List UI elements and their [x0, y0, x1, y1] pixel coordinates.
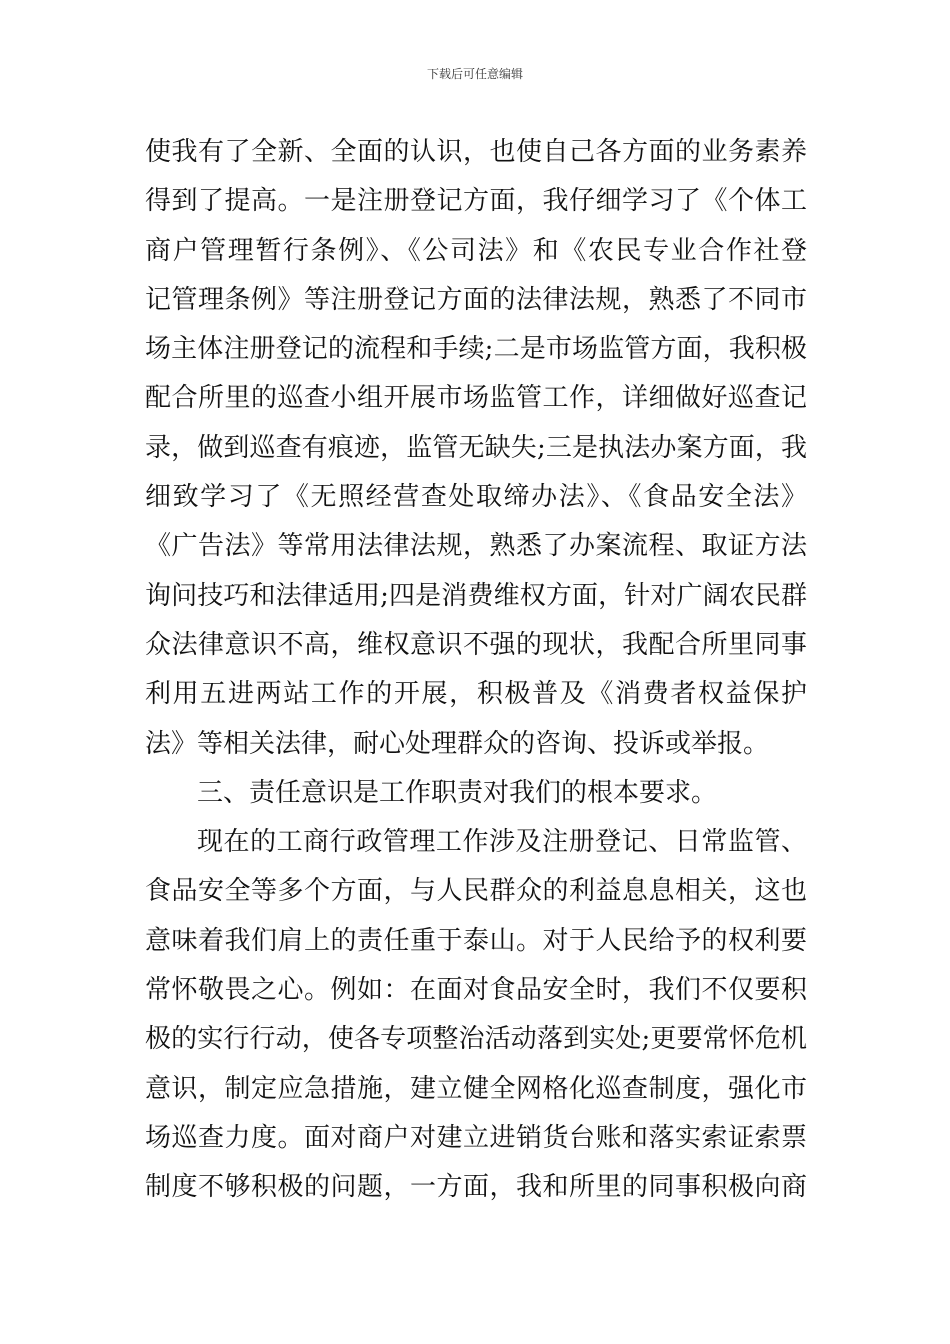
- text-line: 众法律意识不高，维权意识不强的现状，我配合所里同事: [145, 629, 807, 660]
- text-line: 得到了提高。一是注册登记方面，我仔细学习了《个体工: [145, 186, 807, 217]
- text-line: 制度不够积极的问题，一方面，我和所里的同事积极向商: [145, 1172, 807, 1203]
- text-line: 意味着我们肩上的责任重于泰山。对于人民给予的权利要: [145, 925, 807, 956]
- section-heading: 三、责任意识是工作职责对我们的根本要求。: [197, 777, 718, 808]
- page-header: 下载后可任意编辑: [426, 67, 523, 81]
- document-body: [145, 128, 807, 1213]
- text-line: 利用五进两站工作的开展，积极普及《消费者权益保护: [145, 679, 807, 710]
- text-line: 极的实行行动，使各专项整治活动落到实处;更要常怀危机: [145, 1024, 807, 1055]
- text-line: 录，做到巡查有痕迹，监管无缺失;三是执法办案方面，我: [145, 432, 807, 463]
- text-line: 询问技巧和法律适用;四是消费维权方面，针对广阔农民群: [145, 580, 807, 611]
- text-line: 场主体注册登记的流程和手续;二是市场监管方面，我积极: [145, 334, 807, 365]
- text-line: 细致学习了《无照经营查处取缔办法》、《食品安全法》: [145, 482, 807, 513]
- text-line: 配合所里的巡查小组开展市场监管工作，详细做好巡查记: [145, 383, 807, 414]
- text-line: 食品安全等多个方面，与人民群众的利益息息相关，这也: [145, 876, 807, 907]
- text-line: 商户管理暂行条例》、《公司法》和《农民专业合作社登: [145, 235, 807, 266]
- text-line: 现在的工商行政管理工作涉及注册登记、日常监管、: [197, 827, 807, 858]
- text-line: 常怀敬畏之心。例如：在面对食品安全时，我们不仅要积: [145, 975, 807, 1006]
- text-line: 法》等相关法律，耐心处理群众的咨询、投诉或举报。: [145, 728, 770, 759]
- text-line: 使我有了全新、全面的认识，也使自己各方面的业务素养: [145, 137, 807, 167]
- text-line: 意识，制定应急措施，建立健全网格化巡查制度，强化市: [145, 1073, 807, 1104]
- text-line: 记管理条例》等注册登记方面的法律法规，熟悉了不同市: [145, 284, 807, 315]
- text-line: 场巡查力度。面对商户对建立进销货台账和落实索证索票: [145, 1122, 807, 1153]
- text-line: 《广告法》等常用法律法规，熟悉了办案流程、取证方法: [145, 531, 807, 562]
